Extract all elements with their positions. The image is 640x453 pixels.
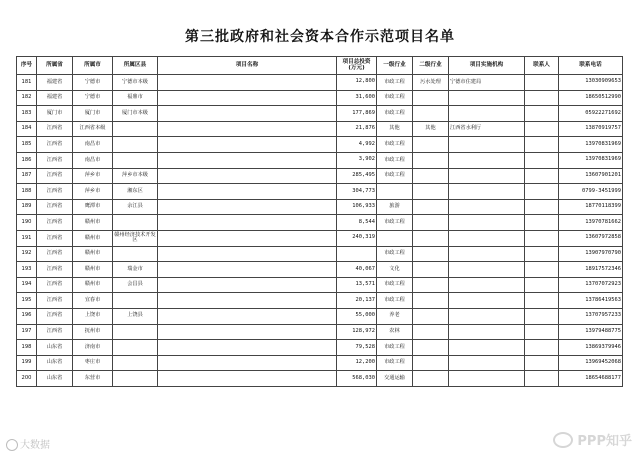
cell-city: 上饶市 <box>73 308 113 324</box>
wechat-logo-icon <box>553 432 573 448</box>
cell-row-index: 181 <box>17 75 37 91</box>
cell-row-index: 193 <box>17 262 37 278</box>
cell-city: 宜春市 <box>73 293 113 309</box>
cell-row-index: 195 <box>17 293 37 309</box>
cell-province: 山东省 <box>37 371 73 387</box>
cell-industry-level-1: 市政工程 <box>377 75 413 91</box>
cell-province: 江西省 <box>37 293 73 309</box>
cell-contact-phone: 13970831969 <box>559 137 623 153</box>
cell-row-index: 188 <box>17 184 37 200</box>
cell-province: 福建省 <box>37 75 73 91</box>
cell-industry-level-2 <box>413 340 449 356</box>
cell-project-name <box>158 168 337 184</box>
table-row <box>17 277 623 293</box>
cell-industry-level-2 <box>413 184 449 200</box>
cell-row-index: 185 <box>17 137 37 153</box>
cell-total-investment: 4,992 <box>337 137 377 153</box>
cell-industry-level-2: 其他 <box>413 121 449 137</box>
cell-province: 江西省 <box>37 199 73 215</box>
cell-project-name <box>158 371 337 387</box>
cell-industry-level-2 <box>413 308 449 324</box>
cell-total-investment: 106,933 <box>337 199 377 215</box>
cell-contact-phone: 13907970790 <box>559 246 623 262</box>
cell-implementing-agency <box>449 137 525 153</box>
cell-contact-person <box>525 293 559 309</box>
cell-total-investment: 20,137 <box>337 293 377 309</box>
column-header: 所属市 <box>73 57 113 75</box>
cell-industry-level-1: 市政工程 <box>377 90 413 106</box>
cell-total-investment: 12,200 <box>337 355 377 371</box>
cell-contact-phone: 05922271692 <box>559 106 623 122</box>
cell-project-name <box>158 246 337 262</box>
cell-row-index: 194 <box>17 277 37 293</box>
cell-contact-person <box>525 152 559 168</box>
cell-industry-level-1: 旅游 <box>377 199 413 215</box>
cell-city: 江西省本级 <box>73 121 113 137</box>
cell-implementing-agency <box>449 90 525 106</box>
cell-row-index: 199 <box>17 355 37 371</box>
cell-implementing-agency <box>449 168 525 184</box>
cell-contact-person <box>525 184 559 200</box>
watermark-circle-icon <box>6 439 18 451</box>
cell-implementing-agency <box>449 184 525 200</box>
column-header: 序号 <box>17 57 37 75</box>
cell-city: 宁德市 <box>73 75 113 91</box>
cell-city: 赣州市 <box>73 246 113 262</box>
cell-row-index: 197 <box>17 324 37 340</box>
column-header: 联系人 <box>525 57 559 75</box>
cell-province: 福建省 <box>37 90 73 106</box>
cell-contact-person <box>525 215 559 231</box>
cell-industry-level-2 <box>413 215 449 231</box>
cell-city: 抚州市 <box>73 324 113 340</box>
table-row <box>17 152 623 168</box>
table-header-row <box>17 57 623 75</box>
cell-district <box>113 293 158 309</box>
cell-industry-level-1: 市政工程 <box>377 277 413 293</box>
table-row <box>17 371 623 387</box>
cell-implementing-agency <box>449 199 525 215</box>
cell-total-investment: 285,495 <box>337 168 377 184</box>
cell-province: 江西省 <box>37 277 73 293</box>
cell-district: 余江县 <box>113 199 158 215</box>
cell-industry-level-1: 市政工程 <box>377 152 413 168</box>
cell-contact-person <box>525 90 559 106</box>
cell-total-investment: 128,972 <box>337 324 377 340</box>
column-header: 一级行业 <box>377 57 413 75</box>
cell-implementing-agency <box>449 355 525 371</box>
cell-district: 瑞金市 <box>113 262 158 278</box>
column-header: 联系电话 <box>559 57 623 75</box>
cell-contact-person <box>525 106 559 122</box>
cell-contact-phone: 13786419563 <box>559 293 623 309</box>
cell-contact-person <box>525 246 559 262</box>
watermark-left-text: 大数据 <box>20 440 50 451</box>
cell-industry-level-2 <box>413 262 449 278</box>
cell-city: 南昌市 <box>73 137 113 153</box>
cell-total-investment: 12,800 <box>337 75 377 91</box>
cell-industry-level-2 <box>413 106 449 122</box>
table-row <box>17 355 623 371</box>
watermark-right-text: PPP知乎 <box>577 434 632 449</box>
cell-district: 会昌县 <box>113 277 158 293</box>
table-row <box>17 324 623 340</box>
cell-project-name <box>158 355 337 371</box>
cell-district <box>113 371 158 387</box>
cell-project-name <box>158 215 337 231</box>
cell-project-name <box>158 199 337 215</box>
cell-contact-phone: 13707957233 <box>559 308 623 324</box>
cell-contact-person <box>525 324 559 340</box>
cell-project-name <box>158 308 337 324</box>
cell-industry-level-2 <box>413 137 449 153</box>
cell-project-name <box>158 137 337 153</box>
cell-city: 南昌市 <box>73 152 113 168</box>
table-row <box>17 308 623 324</box>
cell-city: 赣州市 <box>73 277 113 293</box>
cell-project-name <box>158 152 337 168</box>
column-header: 所属省 <box>37 57 73 75</box>
cell-industry-level-1: 市政工程 <box>377 137 413 153</box>
cell-implementing-agency <box>449 262 525 278</box>
cell-project-name <box>158 230 337 246</box>
cell-project-name <box>158 106 337 122</box>
cell-total-investment: 304,773 <box>337 184 377 200</box>
cell-city: 赣州市 <box>73 230 113 246</box>
cell-industry-level-2 <box>413 293 449 309</box>
cell-city: 萍乡市 <box>73 168 113 184</box>
cell-row-index: 189 <box>17 199 37 215</box>
cell-total-investment: 177,869 <box>337 106 377 122</box>
cell-district <box>113 121 158 137</box>
cell-province: 江西省 <box>37 262 73 278</box>
cell-contact-phone: 18917572346 <box>559 262 623 278</box>
cell-row-index: 190 <box>17 215 37 231</box>
cell-district <box>113 137 158 153</box>
cell-contact-phone: 13870919757 <box>559 121 623 137</box>
cell-district: 福鼎市 <box>113 90 158 106</box>
table-row <box>17 90 623 106</box>
table-row <box>17 262 623 278</box>
cell-city: 萍乡市 <box>73 184 113 200</box>
cell-total-investment: 40,067 <box>337 262 377 278</box>
table-row <box>17 75 623 91</box>
cell-industry-level-1: 交通运输 <box>377 371 413 387</box>
cell-city: 东营市 <box>73 371 113 387</box>
cell-industry-level-2: 污水处理 <box>413 75 449 91</box>
cell-contact-person <box>525 121 559 137</box>
cell-district: 赣州经济技术开发区 <box>113 230 158 246</box>
cell-district: 萍乡市本级 <box>113 168 158 184</box>
cell-total-investment: 568,030 <box>337 371 377 387</box>
watermark-left <box>6 436 50 451</box>
cell-industry-level-2 <box>413 90 449 106</box>
cell-contact-phone: 13607901201 <box>559 168 623 184</box>
cell-city: 济南市 <box>73 340 113 356</box>
cell-total-investment: 13,571 <box>337 277 377 293</box>
cell-city: 鹰潭市 <box>73 199 113 215</box>
cell-row-index: 183 <box>17 106 37 122</box>
cell-province: 江西省 <box>37 215 73 231</box>
cell-district <box>113 355 158 371</box>
table-row <box>17 246 623 262</box>
cell-province: 江西省 <box>37 137 73 153</box>
cell-contact-phone: 13970781662 <box>559 215 623 231</box>
cell-implementing-agency <box>449 324 525 340</box>
cell-implementing-agency <box>449 106 525 122</box>
cell-contact-person <box>525 355 559 371</box>
cell-industry-level-1: 市政工程 <box>377 106 413 122</box>
cell-row-index: 184 <box>17 121 37 137</box>
cell-contact-phone: 13869379946 <box>559 340 623 356</box>
cell-project-name <box>158 340 337 356</box>
cell-project-name <box>158 262 337 278</box>
cell-total-investment: 31,600 <box>337 90 377 106</box>
cell-total-investment: 3,902 <box>337 152 377 168</box>
cell-industry-level-1: 农林 <box>377 324 413 340</box>
cell-contact-person <box>525 340 559 356</box>
cell-industry-level-1: 市政工程 <box>377 293 413 309</box>
cell-industry-level-2 <box>413 199 449 215</box>
cell-district: 宁德市本级 <box>113 75 158 91</box>
cell-industry-level-1: 市政工程 <box>377 355 413 371</box>
cell-project-name <box>158 90 337 106</box>
cell-contact-person <box>525 277 559 293</box>
cell-implementing-agency: 江西省水利厅 <box>449 121 525 137</box>
cell-district <box>113 324 158 340</box>
cell-total-investment: 240,319 <box>337 230 377 246</box>
table-row <box>17 106 623 122</box>
cell-city: 赣州市 <box>73 215 113 231</box>
cell-province: 江西省 <box>37 324 73 340</box>
cell-contact-phone: 13970831969 <box>559 152 623 168</box>
table-row <box>17 168 623 184</box>
cell-district <box>113 340 158 356</box>
cell-province: 江西省 <box>37 308 73 324</box>
page-title: 第三批政府和社会资本合作示范项目名单 <box>185 29 455 45</box>
cell-district <box>113 215 158 231</box>
cell-province: 江西省 <box>37 184 73 200</box>
cell-district <box>113 246 158 262</box>
cell-industry-level-1: 市政工程 <box>377 340 413 356</box>
cell-total-investment: 8,544 <box>337 215 377 231</box>
cell-project-name <box>158 121 337 137</box>
table-row <box>17 199 623 215</box>
column-header: 二级行业 <box>413 57 449 75</box>
cell-contact-phone: 0799-3451999 <box>559 184 623 200</box>
cell-industry-level-2 <box>413 152 449 168</box>
table-row <box>17 340 623 356</box>
cell-industry-level-1: 市政工程 <box>377 215 413 231</box>
cell-industry-level-2 <box>413 230 449 246</box>
cell-row-index: 192 <box>17 246 37 262</box>
cell-implementing-agency <box>449 340 525 356</box>
cell-industry-level-1: 养老 <box>377 308 413 324</box>
cell-contact-phone: 18650512990 <box>559 90 623 106</box>
cell-province: 山东省 <box>37 340 73 356</box>
cell-industry-level-2 <box>413 168 449 184</box>
cell-industry-level-2 <box>413 277 449 293</box>
cell-province: 江西省 <box>37 152 73 168</box>
cell-contact-phone: 13030909653 <box>559 75 623 91</box>
cell-contact-person <box>525 371 559 387</box>
cell-contact-person <box>525 75 559 91</box>
cell-project-name <box>158 324 337 340</box>
cell-project-name <box>158 75 337 91</box>
cell-industry-level-2 <box>413 324 449 340</box>
cell-row-index: 198 <box>17 340 37 356</box>
cell-implementing-agency <box>449 246 525 262</box>
cell-contact-person <box>525 137 559 153</box>
cell-contact-phone: 13607972858 <box>559 230 623 246</box>
cell-province: 山东省 <box>37 355 73 371</box>
cell-industry-level-2 <box>413 246 449 262</box>
cell-total-investment: 21,876 <box>337 121 377 137</box>
cell-implementing-agency <box>449 308 525 324</box>
table-row <box>17 215 623 231</box>
column-header: 所属区县 <box>113 57 158 75</box>
cell-district <box>113 152 158 168</box>
cell-contact-phone: 13707072923 <box>559 277 623 293</box>
cell-district: 厦门市本级 <box>113 106 158 122</box>
cell-city: 宁德市 <box>73 90 113 106</box>
cell-industry-level-1: 市政工程 <box>377 246 413 262</box>
cell-row-index: 196 <box>17 308 37 324</box>
cell-contact-person <box>525 308 559 324</box>
cell-implementing-agency <box>449 277 525 293</box>
cell-contact-phone: 13979488775 <box>559 324 623 340</box>
cell-row-index: 191 <box>17 230 37 246</box>
table-body <box>17 75 623 387</box>
cell-industry-level-1 <box>377 184 413 200</box>
cell-total-investment: 55,000 <box>337 308 377 324</box>
cell-implementing-agency <box>449 215 525 231</box>
cell-province: 江西省 <box>37 168 73 184</box>
cell-row-index: 187 <box>17 168 37 184</box>
cell-district: 上饶县 <box>113 308 158 324</box>
cell-contact-phone: 18654688177 <box>559 371 623 387</box>
cell-implementing-agency <box>449 371 525 387</box>
table-row <box>17 121 623 137</box>
cell-province: 江西省 <box>37 121 73 137</box>
cell-industry-level-2 <box>413 371 449 387</box>
cell-province: 江西省 <box>37 246 73 262</box>
cell-industry-level-1 <box>377 230 413 246</box>
cell-contact-person <box>525 168 559 184</box>
cell-industry-level-1: 市政工程 <box>377 168 413 184</box>
cell-contact-person <box>525 230 559 246</box>
cell-implementing-agency <box>449 230 525 246</box>
cell-contact-person <box>525 199 559 215</box>
column-header: 项目名称 <box>158 57 337 75</box>
cell-city: 厦门市 <box>73 106 113 122</box>
watermark-right <box>553 430 632 449</box>
cell-city: 赣州市 <box>73 262 113 278</box>
cell-contact-person <box>525 262 559 278</box>
cell-project-name <box>158 277 337 293</box>
cell-province: 厦门市 <box>37 106 73 122</box>
cell-province: 江西省 <box>37 230 73 246</box>
cell-row-index: 200 <box>17 371 37 387</box>
cell-industry-level-1: 文化 <box>377 262 413 278</box>
cell-industry-level-1: 其他 <box>377 121 413 137</box>
cell-implementing-agency <box>449 152 525 168</box>
cell-total-investment: 79,528 <box>337 340 377 356</box>
table-row <box>17 230 623 246</box>
cell-district: 湘东区 <box>113 184 158 200</box>
table-row <box>17 137 623 153</box>
cell-city: 枣庄市 <box>73 355 113 371</box>
cell-implementing-agency <box>449 293 525 309</box>
cell-row-index: 186 <box>17 152 37 168</box>
cell-project-name <box>158 184 337 200</box>
cell-project-name <box>158 293 337 309</box>
column-header: 项目实施机构 <box>449 57 525 75</box>
table-row <box>17 293 623 309</box>
table-row <box>17 184 623 200</box>
cell-implementing-agency: 宁德市住建局 <box>449 75 525 91</box>
cell-contact-phone: 18770118399 <box>559 199 623 215</box>
cell-contact-phone: 13969452068 <box>559 355 623 371</box>
project-table <box>16 56 623 387</box>
cell-row-index: 182 <box>17 90 37 106</box>
cell-total-investment <box>337 246 377 262</box>
cell-industry-level-2 <box>413 355 449 371</box>
column-header: 项目总投资 (万元) <box>337 57 377 75</box>
